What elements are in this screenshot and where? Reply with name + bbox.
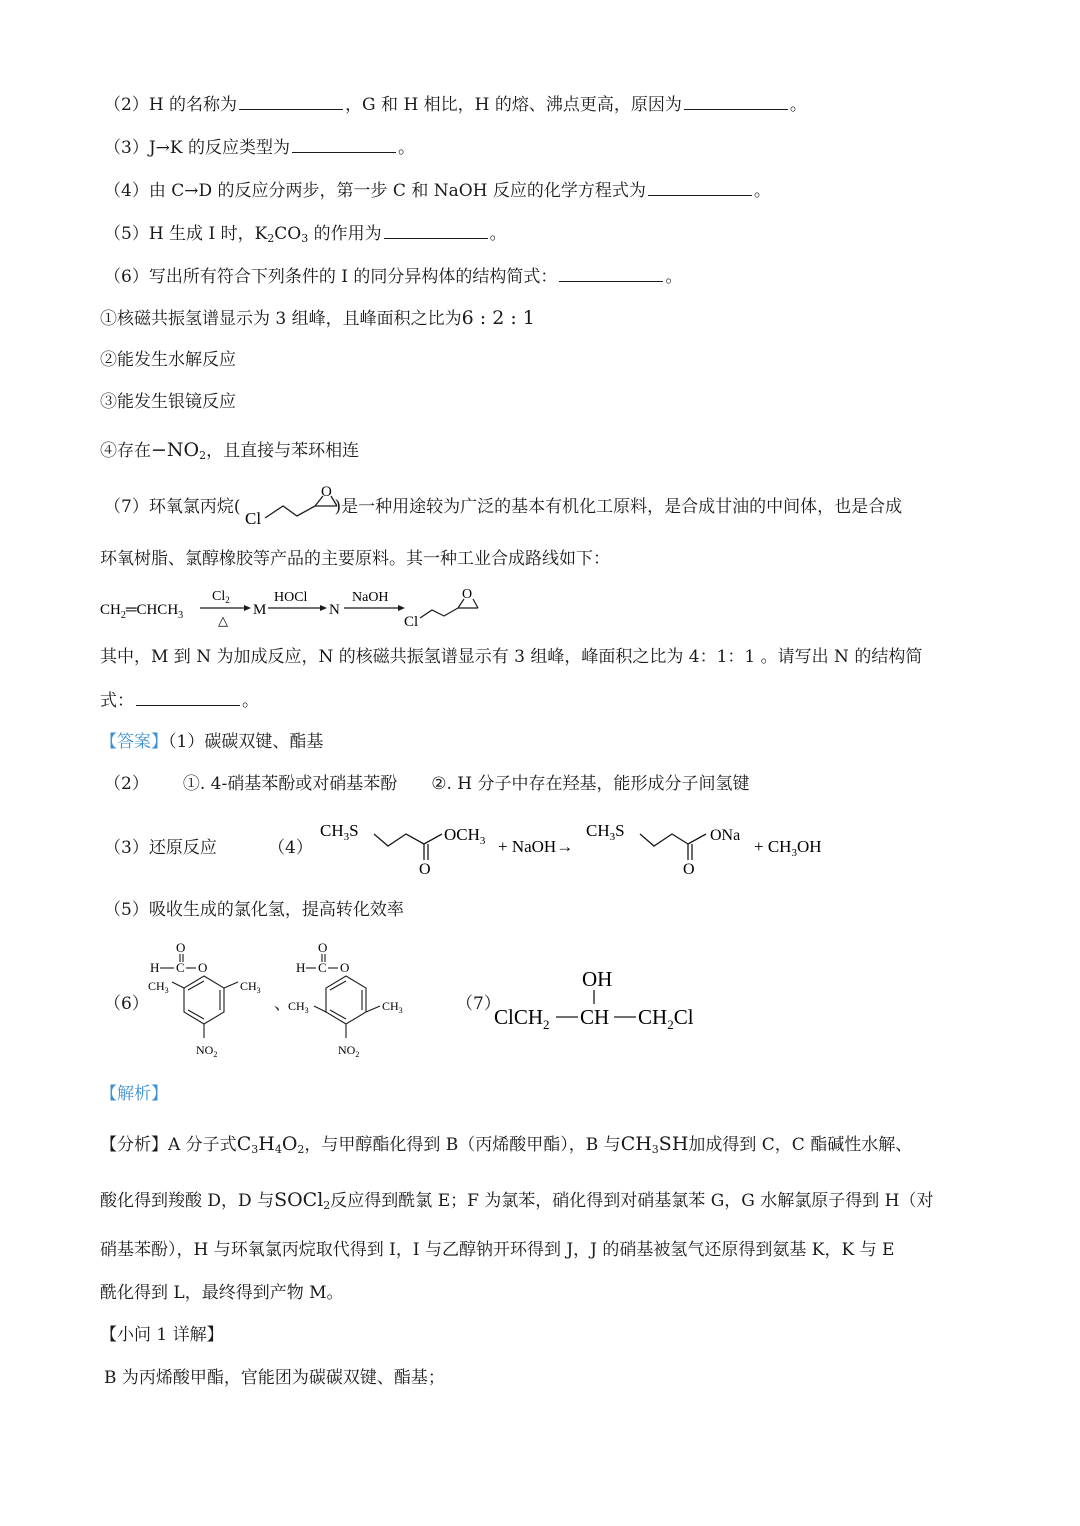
answer-4-number: （4）	[268, 838, 313, 858]
methyl-bond	[366, 1006, 380, 1012]
reagent-hocl: HOCl	[274, 590, 308, 605]
methyl-bond	[314, 1006, 326, 1012]
epichlorohydrin-structure	[243, 482, 347, 528]
propene-formula: $CH_2═CHCH_3$	[100, 602, 184, 621]
answer-3: （3）还原反应	[104, 838, 217, 858]
question-3: （3）J→K 的反应类型为 。	[104, 135, 415, 160]
condition-4: ④存在$-NO_2$，且直接与苯环相连	[100, 439, 360, 462]
methyl-left: $CH_3$	[148, 979, 169, 995]
nitro-group: $NO_2$	[196, 1043, 218, 1059]
answer-5: （5）吸收生成的氯化氢，提高转化效率	[104, 900, 404, 920]
sub-question-1-body: B 为丙烯酸甲酯，官能团为碳碳双键、酯基；	[104, 1368, 445, 1388]
formyl-o: O	[318, 940, 328, 955]
product-ring	[473, 599, 478, 608]
structure-separator: 、	[274, 994, 291, 1014]
benzene-ring	[326, 976, 366, 1024]
question-5: （5）H 生成 I 时，$K_2CO_3$ 的作用为 。	[104, 221, 507, 246]
product-ona: ONa	[710, 827, 741, 844]
condition-2: ②能发生水解反应	[100, 350, 236, 370]
chain-bond	[265, 506, 315, 518]
question-4: （4）由 C→D 的反应分两步，第一步 C 和 NaOH 反应的化学方程式为 。	[104, 178, 771, 203]
arrowhead-3	[398, 605, 405, 611]
formyl-c: C	[176, 960, 185, 975]
carbonyl-o: O	[419, 861, 431, 878]
question-7-line4: 式： 。	[100, 688, 259, 713]
plus-naoh: + NaOH→	[498, 837, 574, 856]
product-o: O	[462, 587, 473, 602]
analysis-line-3: 硝基苯酚），H 与环氧氯丙烷取代得到 I，I 与乙醇钠开环得到 J，J 的硝基被氢气还原得到氨基 K，K 与 E	[100, 1240, 895, 1260]
analysis-line-4: 酰化得到 L，最终得到产物 M。	[100, 1283, 344, 1303]
product-ch3s: $CH_3S$	[586, 821, 625, 843]
intermediate-n: N	[329, 602, 340, 618]
hydroxyl-label: OH	[582, 967, 613, 991]
answer-6-number: （6）	[104, 994, 149, 1014]
ester-bond	[688, 834, 706, 844]
o-label: O	[321, 484, 332, 500]
methyl-right: $CH_3$	[240, 979, 261, 995]
product-carbonyl-o: O	[683, 861, 695, 878]
answer-blank	[684, 92, 788, 110]
answer-line-1: 【答案】（1）碳碳双键、酯基	[100, 732, 324, 752]
ring-double-bond	[330, 1010, 346, 1019]
n-structure	[490, 962, 710, 1038]
formyl-c: C	[318, 960, 327, 975]
question-7-line2: 环氧树脂、氯醇橡胶等产品的主要原料。其一种工业合成路线如下：	[100, 549, 610, 569]
ring-double-bond	[330, 981, 346, 990]
condition-1: ①核磁共振氢谱显示为 3 组峰，且峰面积之比为6 : 2 : 1	[100, 307, 535, 329]
reactant-och3: $OCH_3$	[444, 825, 486, 847]
reagent-naoh: NaOH	[352, 590, 389, 605]
analysis-line-1: 【分析】A 分子式$C_3H_4O_2$，与甲醇酯化得到 B（丙烯酸甲酯），B 与$CH_3SH$加成得到 C，C 酯碱性水解、	[100, 1133, 913, 1156]
methyl-left: $CH_3$	[288, 999, 309, 1015]
analysis-line-2: 酸化得到羧酸 D，D 与SOCl$_2$反应得到酰氯 E；F 为氯苯，硝化得到对硝基氯苯 G，G 水解氯原子得到 H（对	[100, 1189, 934, 1212]
answer-blank	[292, 135, 396, 153]
methyl-right: $CH_3$	[382, 999, 403, 1015]
formyl-o: O	[176, 940, 186, 955]
ring-bond	[331, 496, 337, 506]
analysis-label: 【解析】	[100, 1084, 168, 1104]
ester-o: O	[340, 960, 350, 975]
product-cl: Cl	[404, 614, 419, 630]
answer-blank	[559, 264, 663, 282]
ring-double-bond	[188, 981, 204, 990]
equation-4	[316, 812, 836, 882]
answer-blank	[136, 688, 240, 706]
condition-3: ③能发生银镜反应	[100, 392, 236, 412]
answer-blank	[648, 178, 752, 196]
reagent-cl2: $Cl_2$	[212, 589, 230, 605]
answer-blank	[384, 221, 488, 239]
methyl-bond	[172, 982, 184, 988]
right-ch2cl: $CH_2Cl$	[638, 1005, 694, 1032]
answer-line-2: （2） ①. 4-硝基苯酚或对硝基苯酚 ②. H 分子中存在羟基，能形成分子间氢键	[104, 774, 750, 794]
synthesis-scheme	[96, 580, 496, 630]
answer-blank	[239, 92, 343, 110]
ester-bond	[424, 834, 442, 844]
isomer-structure-2	[288, 938, 424, 1060]
answer-label: 【答案】	[100, 732, 168, 752]
methyl-bond	[224, 982, 238, 988]
formyl-h: H	[296, 960, 306, 975]
plus-ch3oh: + $CH_3OH$	[754, 837, 822, 859]
question-2: （2）H 的名称为 ，G 和 H 相比，H 的熔、沸点更高，原因为 。	[104, 92, 807, 117]
product-chain	[420, 608, 458, 618]
question-7-line3: 其中，M 到 N 为加成反应，N 的核磁共振氢谱显示有 3 组峰，峰面积之比为 4：1：1 。请写出 N 的结构简	[100, 647, 923, 667]
answer-7-number: （7）	[456, 994, 501, 1014]
ester-o: O	[198, 960, 208, 975]
nitro-group: $NO_2$	[338, 1043, 360, 1059]
cl-label: Cl	[245, 509, 262, 528]
arrowhead-1	[244, 605, 251, 611]
intermediate-m: M	[253, 602, 267, 618]
question-6: （6）写出所有符合下列条件的 I 的同分异构体的结构简式： 。	[104, 264, 682, 289]
center-ch: CH	[580, 1005, 610, 1029]
isomer-structure-1	[146, 938, 282, 1060]
arrowhead-2	[320, 605, 327, 611]
reactant-chain	[374, 834, 424, 846]
sub-question-1-heading: 【小问 1 详解】	[100, 1325, 224, 1345]
product-chain	[640, 834, 688, 846]
heat-symbol: △	[218, 613, 228, 628]
ring-double-bond	[188, 1010, 204, 1019]
question-7-line1: （7）环氧氯丙烷( )是一种用途较为广泛的基本有机化工原料，是合成甘油的中间体，也是合成	[104, 497, 903, 517]
left-ch2cl: ClCH$_2$	[494, 1005, 550, 1032]
reactant-ch3s: $CH_3S$	[320, 821, 359, 843]
benzene-ring	[184, 976, 224, 1024]
formyl-h: H	[150, 960, 160, 975]
